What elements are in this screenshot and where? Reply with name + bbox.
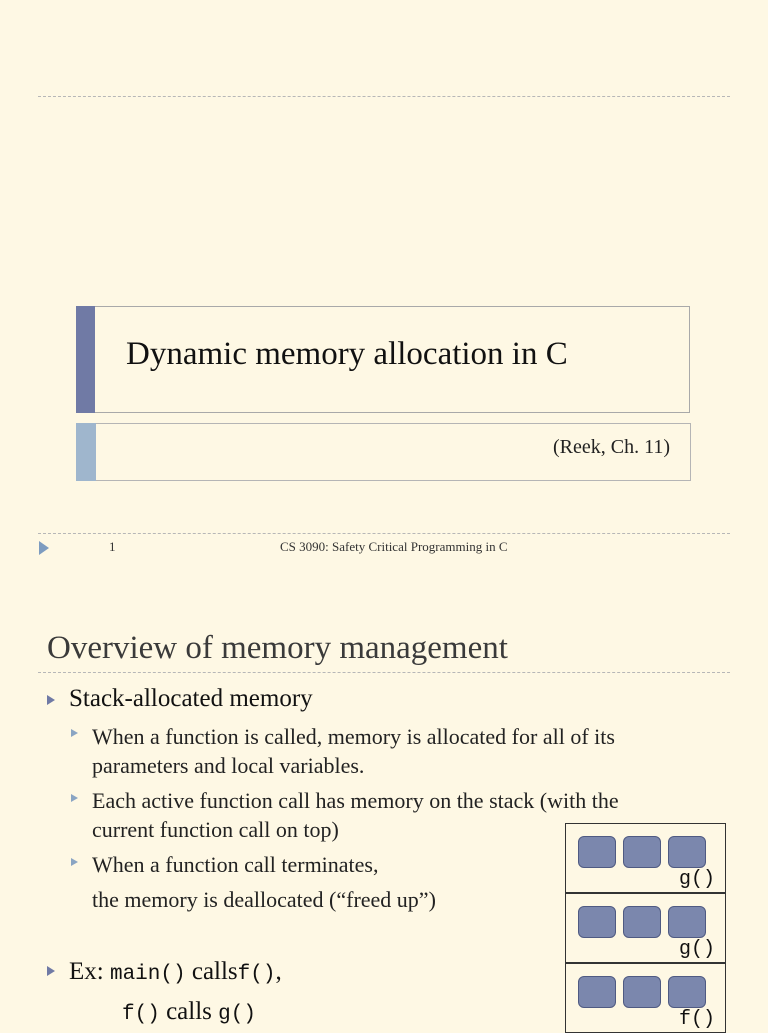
bullet-arrow-icon [47,695,55,705]
sub-bullet-2-line-2: current function call on top) [92,817,339,842]
footer-course-title: CS 3090: Safety Critical Programming in C [280,539,508,554]
stack-cell [578,836,616,868]
sub-bullet-2-line-1: Each active function call has memory on the stack (with the [92,788,619,813]
example-line-1 [69,958,282,986]
stack-frame [565,963,726,1033]
stack-cell [668,836,706,868]
code-g: g() [218,1003,256,1026]
page-number: 1 [109,539,116,554]
example-line-2 [122,998,256,1026]
code-main: main() [109,963,186,986]
slide2-title-divider [38,672,730,673]
sub-bullet-3-line-2: the memory is deallocated (“freed up”) [92,887,436,912]
example-calls-1: calls [191,958,238,985]
footer-divider [38,533,730,534]
stack-frame-label: f() [678,1008,715,1031]
subtitle-accent-bar [76,423,96,481]
stack-cell [623,836,661,868]
sub-bullet-arrow-icon [71,858,78,866]
stack-cell [668,906,706,938]
slide-top-divider [38,96,730,97]
example-label: Ex: [69,958,104,985]
sub-bullet-arrow-icon [71,794,78,802]
title-accent-bar [76,306,95,413]
subtitle-box [76,423,691,481]
sub-bullet-1-line-2: parameters and local variables. [92,753,365,778]
stack-cell [578,906,616,938]
stack-cell [623,906,661,938]
example-calls-2: calls [166,998,212,1025]
slide-subtitle: (Reek, Ch. 11) [552,436,670,458]
stack-cell [668,976,706,1008]
sub-bullet-1-line-1: When a function is called, memory is allocated for all of its [92,724,615,749]
stack-frame [565,823,726,893]
code-f-2: f() [122,1003,160,1026]
title-box [76,306,690,413]
example-comma: , [275,958,282,985]
bullet-arrow-icon [47,966,55,976]
bullet-stack-memory: Stack-allocated memory [69,685,313,712]
slide2-title: Overview of memory management [47,630,508,666]
sub-bullet-arrow-icon [71,729,78,737]
slide-title: Dynamic memory allocation in C [126,336,568,372]
footer-arrow-icon [39,541,49,555]
stack-cell [623,976,661,1008]
stack-cell [578,976,616,1008]
stack-frame-label: g() [678,868,715,891]
code-f: f() [237,963,276,986]
sub-bullet-3-line-1: When a function call terminates, [92,852,379,877]
stack-frame-label: g() [678,938,715,961]
call-stack-diagram [565,823,726,1033]
stack-frame [565,893,726,963]
